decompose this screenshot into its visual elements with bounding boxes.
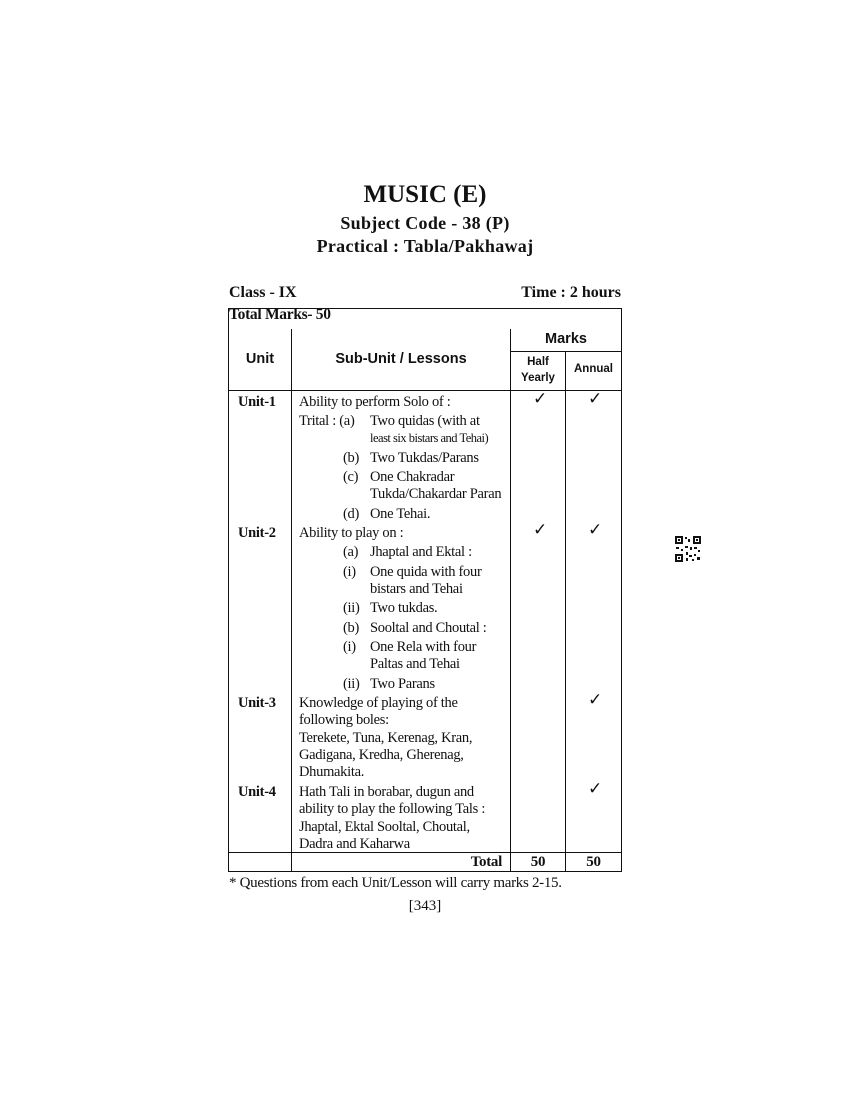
column-divider-annual bbox=[565, 351, 566, 871]
unit-2-label: Unit-2 bbox=[238, 525, 276, 541]
lesson-line: Two tukdas. bbox=[370, 600, 438, 616]
lesson-marker: (c) bbox=[343, 469, 359, 485]
lesson-line: Knowledge of playing of the bbox=[299, 695, 458, 711]
lesson-line: Dhumakita. bbox=[299, 764, 365, 780]
marks-subheader-line bbox=[510, 351, 621, 352]
marks-header: Marks bbox=[545, 331, 587, 347]
lesson-line: Two Parans bbox=[370, 676, 435, 692]
header-bottom-line bbox=[229, 390, 621, 391]
unit-3-label: Unit-3 bbox=[238, 695, 276, 711]
lesson-marker: (b) bbox=[343, 620, 360, 636]
practical-subtitle: Practical : Tabla/Pakhawaj bbox=[316, 236, 534, 256]
qr-code-icon bbox=[675, 536, 701, 562]
lesson-marker: (a) bbox=[343, 544, 359, 560]
lesson-line: Jhaptal, Ektal Sooltal, Choutal, bbox=[299, 819, 470, 835]
check-icon: ✓ bbox=[588, 779, 603, 799]
page-title: MUSIC (E) bbox=[363, 181, 487, 208]
lesson-marker: (b) bbox=[343, 450, 360, 466]
lesson-line: Paltas and Tehai bbox=[370, 656, 460, 672]
subunit-header: Sub-Unit / Lessons bbox=[335, 351, 467, 367]
check-icon: ✓ bbox=[533, 520, 548, 540]
lesson-marker: (d) bbox=[343, 506, 360, 522]
lesson-line: Tukda/Chakardar Paran bbox=[370, 486, 502, 502]
subject-code: Subject Code - 38 (P) bbox=[340, 213, 510, 233]
check-icon: ✓ bbox=[588, 520, 603, 540]
lesson-line: Two quidas (with at bbox=[370, 413, 480, 429]
unit-1-label: Unit-1 bbox=[238, 394, 276, 410]
lesson-line: Terekete, Tuna, Kerenag, Kran, bbox=[299, 730, 473, 746]
lesson-line: Ability to perform Solo of : bbox=[299, 394, 451, 410]
lesson-line: One Tehai. bbox=[370, 506, 431, 522]
lesson-line: Two Tukdas/Parans bbox=[370, 450, 479, 466]
lesson-marker: (i) bbox=[343, 564, 356, 580]
lesson-line: Hath Tali in borabar, dugun and bbox=[299, 784, 474, 800]
total-half-yearly: 50 bbox=[530, 854, 546, 870]
lesson-line: Ability to play on : bbox=[299, 525, 404, 541]
total-label: Total bbox=[470, 854, 502, 870]
lesson-line: Trital : (a) bbox=[299, 413, 355, 429]
annual-header: Annual bbox=[574, 363, 613, 375]
check-icon: ✓ bbox=[533, 389, 548, 409]
footnote: * Questions from each Unit/Lesson will carry marks 2-15. bbox=[229, 875, 562, 891]
lesson-marker: (i) bbox=[343, 639, 356, 655]
lesson-marker: (ii) bbox=[343, 676, 360, 692]
lesson-line: following boles: bbox=[299, 712, 389, 728]
lesson-line: ability to play the following Tals : bbox=[299, 801, 486, 817]
time-label: Time : 2 hours bbox=[521, 284, 621, 301]
column-divider-unit bbox=[291, 329, 292, 871]
lesson-line: bistars and Tehai bbox=[370, 581, 463, 597]
unit-4-label: Unit-4 bbox=[238, 784, 276, 800]
lesson-line: One quida with four bbox=[370, 564, 482, 580]
half-yearly-header-line1: Half bbox=[527, 356, 549, 368]
total-annual: 50 bbox=[586, 854, 601, 870]
lesson-line: Gadigana, Kredha, Gherenag, bbox=[299, 747, 464, 763]
class-label: Class - IX bbox=[229, 284, 297, 301]
total-marks-label: Total Marks- 50 bbox=[229, 306, 331, 323]
lesson-line: least six bistars and Tehai) bbox=[370, 431, 489, 445]
check-icon: ✓ bbox=[588, 389, 603, 409]
lesson-line: One Chakradar bbox=[370, 469, 455, 485]
lesson-line: Jhaptal and Ektal : bbox=[370, 544, 472, 560]
lesson-line: Dadra and Kaharwa bbox=[299, 836, 410, 852]
lesson-line: One Rela with four bbox=[370, 639, 477, 655]
unit-header: Unit bbox=[245, 351, 275, 367]
half-yearly-header-line2: Yearly bbox=[521, 372, 555, 384]
page-number: [343] bbox=[408, 898, 442, 914]
check-icon: ✓ bbox=[588, 690, 603, 710]
lesson-marker: (ii) bbox=[343, 600, 360, 616]
lesson-line: Sooltal and Choutal : bbox=[370, 620, 487, 636]
column-divider-half bbox=[510, 329, 511, 871]
marks-table bbox=[228, 308, 622, 872]
